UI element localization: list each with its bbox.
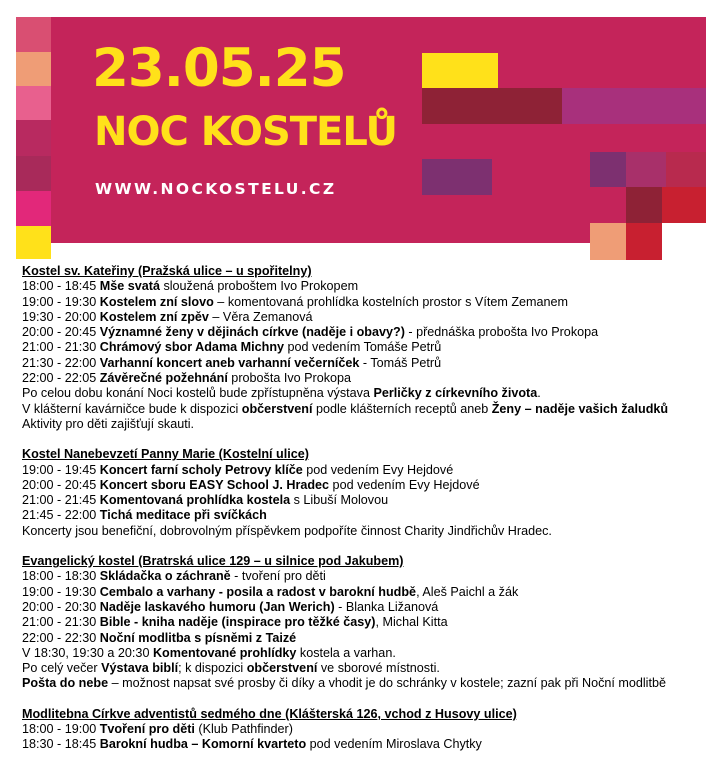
program-text: ve sborové místnosti. bbox=[317, 661, 440, 676]
program-line bbox=[22, 295, 706, 310]
event-name: NOC KOSTELŮ bbox=[94, 109, 397, 155]
program-text: 19:00 - 19:30 bbox=[22, 294, 100, 309]
venue-section bbox=[22, 447, 706, 539]
program-text: probošta Ivo Prokopa bbox=[227, 371, 352, 386]
program-highlight: Významné ženy v dějinách církve (naděje i obavy?) bbox=[99, 325, 405, 340]
program-highlight: Tichá meditace při svíčkách bbox=[99, 508, 267, 523]
banner-tile bbox=[16, 17, 51, 52]
program-highlight: Skládačka o záchraně bbox=[99, 569, 231, 584]
program-line bbox=[22, 524, 706, 539]
banner-tile bbox=[16, 52, 51, 86]
program-text: 18:00 - 18:45 bbox=[22, 279, 100, 294]
program-line bbox=[22, 279, 706, 294]
banner-tile bbox=[662, 223, 706, 243]
program-text: - přednáška probošta Ivo Prokopa bbox=[404, 325, 599, 340]
program-line bbox=[22, 417, 706, 432]
banner-tile bbox=[16, 226, 51, 259]
program-text: - tvoření pro děti bbox=[230, 569, 326, 584]
banner-tile bbox=[16, 191, 51, 226]
program-text: 21:00 - 21:45 bbox=[22, 493, 100, 508]
program-highlight: Kostelem zní zpěv bbox=[99, 309, 209, 324]
program-highlight: Koncert farní scholy Petrovy klíče bbox=[99, 462, 303, 477]
banner-tile bbox=[16, 86, 51, 120]
program-highlight: Ženy – naděje vašich žaludků bbox=[491, 401, 669, 416]
program-text: V klášterní kavárničce bude k dispozici bbox=[22, 401, 242, 416]
program-text: V 18:30, 19:30 a 20:30 bbox=[22, 645, 153, 660]
program-text: s Libuší Molovou bbox=[290, 493, 389, 508]
program-text: 18:00 - 18:30 bbox=[22, 569, 100, 584]
program-text: 22:00 - 22:30 bbox=[22, 630, 100, 645]
program-line bbox=[22, 386, 706, 401]
banner-tile bbox=[626, 223, 662, 260]
program-line bbox=[22, 508, 706, 523]
program-line bbox=[22, 600, 706, 615]
program-highlight: Komentované prohlídky bbox=[152, 645, 297, 660]
banner-tile bbox=[16, 120, 51, 156]
program-line bbox=[22, 569, 706, 584]
program-text: kostela a varhan. bbox=[296, 645, 396, 660]
program-text: podle klášterních receptů aneb bbox=[312, 401, 492, 416]
program-text: 20:00 - 20:45 bbox=[22, 325, 100, 340]
program-text: , Aleš Paichl a žák bbox=[416, 584, 519, 599]
program-line bbox=[22, 737, 706, 752]
program-text: Po celou dobu konání Noci kostelů bude zpřístupněna výstava bbox=[22, 386, 374, 401]
program-highlight: Komentovaná prohlídka kostela bbox=[99, 493, 291, 508]
program-text: - Tomáš Petrů bbox=[359, 355, 442, 370]
program-text: - Blanka Ližanová bbox=[334, 599, 439, 614]
program-line bbox=[22, 615, 706, 630]
banner-tile bbox=[422, 88, 562, 124]
program-text: Aktivity pro děti zajišťují skauti. bbox=[22, 416, 195, 431]
program-text: 19:30 - 20:00 bbox=[22, 309, 100, 324]
program-text: pod vedením Evy Hejdové bbox=[329, 477, 480, 492]
program-text: 21:45 - 22:00 bbox=[22, 508, 100, 523]
program-highlight: Naděje laskavého humoru (Jan Werich) bbox=[99, 599, 335, 614]
program-line bbox=[22, 493, 706, 508]
program-text: 21:00 - 21:30 bbox=[22, 615, 100, 630]
venue-title: Kostel sv. Kateřiny (Pražská ulice – u spořitelny) bbox=[22, 264, 312, 278]
program-text: . bbox=[537, 386, 541, 401]
program-text: – komentovaná prohlídka kostelních prostor s Vítem Zemanem bbox=[213, 294, 569, 309]
program-text: – možnost napsat své prosby či díky a vhodit je do schránky v kostele; zazní pak při Noční modlitbě bbox=[108, 676, 666, 691]
program-text: 20:00 - 20:45 bbox=[22, 477, 100, 492]
program-line bbox=[22, 463, 706, 478]
program-text: 22:00 - 22:05 bbox=[22, 371, 100, 386]
program-list bbox=[22, 264, 706, 768]
program-highlight: Kostelem zní slovo bbox=[99, 294, 214, 309]
banner-tile bbox=[590, 152, 626, 187]
program-line bbox=[22, 722, 706, 737]
program-text: 19:00 - 19:45 bbox=[22, 462, 100, 477]
venue-section bbox=[22, 554, 706, 692]
program-highlight: Barokní hudba – Komorní kvarteto bbox=[99, 737, 307, 752]
banner-tile bbox=[562, 88, 706, 124]
program-highlight: Mše svatá bbox=[99, 279, 160, 294]
program-highlight: Bible - kniha naděje (inspirace pro těžké časy) bbox=[99, 615, 376, 630]
program-text: pod vedením Evy Hejdové bbox=[302, 462, 454, 477]
program-text: pod vedením Tomáše Petrů bbox=[284, 340, 442, 355]
banner-tile bbox=[626, 187, 662, 223]
program-highlight: Chrámový sbor Adama Michny bbox=[99, 340, 285, 355]
program-line bbox=[22, 325, 706, 340]
event-date: 23.05.25 bbox=[92, 38, 346, 99]
program-highlight: Noční modlitba s písněmi z Taizé bbox=[99, 630, 297, 645]
banner-tile bbox=[590, 223, 626, 260]
venue-section bbox=[22, 707, 706, 753]
program-text: Po celý večer bbox=[22, 661, 102, 676]
program-highlight: Koncert sboru EASY School J. Hradec bbox=[99, 477, 330, 492]
banner-tile bbox=[422, 159, 492, 195]
program-text: pod vedením Miroslava Chytky bbox=[306, 737, 482, 752]
program-text: 18:00 - 19:00 bbox=[22, 722, 100, 737]
banner-tile bbox=[16, 156, 51, 191]
program-highlight: Závěrečné požehnání bbox=[99, 371, 228, 386]
program-line bbox=[22, 676, 706, 691]
program-line bbox=[22, 646, 706, 661]
program-highlight: Výstava biblí bbox=[101, 661, 179, 676]
program-highlight: Varhanní koncert aneb varhanní večerníček bbox=[99, 355, 360, 370]
banner-tile bbox=[626, 152, 666, 187]
venue-title: Evangelický kostel (Bratrská ulice 129 – u silnice pod Jakubem) bbox=[22, 554, 404, 569]
program-text: , Michal Kitta bbox=[375, 615, 448, 630]
program-highlight: občerstvení bbox=[241, 401, 313, 416]
program-line bbox=[22, 371, 706, 386]
program-text: 18:30 - 18:45 bbox=[22, 737, 100, 752]
venue-title: Kostel Nanebevzetí Panny Marie (Kostelní ulice) bbox=[22, 447, 309, 462]
banner-tile bbox=[422, 53, 498, 88]
program-highlight: občerstvení bbox=[246, 661, 318, 676]
program-line bbox=[22, 340, 706, 355]
program-line bbox=[22, 478, 706, 493]
banner-tile bbox=[662, 187, 706, 223]
program-text: – Věra Zemanová bbox=[208, 309, 313, 324]
venue-title: Modlitebna Církve adventistů sedmého dne (Klášterská 126, vchod z Husovy ulice) bbox=[22, 706, 517, 721]
program-line bbox=[22, 631, 706, 646]
program-highlight: Pošta do nebe bbox=[22, 676, 109, 691]
program-highlight: Perličky z církevního života bbox=[373, 386, 538, 401]
program-line bbox=[22, 402, 706, 417]
program-text: (Klub Pathfinder) bbox=[194, 722, 293, 737]
program-text: ; k dispozici bbox=[178, 661, 247, 676]
program-text: 19:00 - 19:30 bbox=[22, 584, 100, 599]
program-text: Koncerty jsou benefiční, dobrovolným příspěvkem podpoříte činnost Charity Jindřichův Hradec. bbox=[22, 523, 552, 538]
venue-section bbox=[22, 264, 706, 432]
program-line bbox=[22, 661, 706, 676]
program-text: sloužená proboštem Ivo Prokopem bbox=[159, 279, 359, 294]
event-url: WWW.NOCKOSTELU.CZ bbox=[95, 180, 337, 198]
banner-tile bbox=[666, 152, 706, 187]
program-highlight: Cembalo a varhany - posila a radost v barokní hudbě bbox=[99, 584, 417, 599]
program-text: 20:00 - 20:30 bbox=[22, 599, 100, 614]
program-highlight: Tvoření pro děti bbox=[99, 722, 195, 737]
program-line bbox=[22, 310, 706, 325]
program-text: 21:30 - 22:00 bbox=[22, 355, 100, 370]
program-line bbox=[22, 585, 706, 600]
program-text: 21:00 - 21:30 bbox=[22, 340, 100, 355]
program-line bbox=[22, 356, 706, 371]
